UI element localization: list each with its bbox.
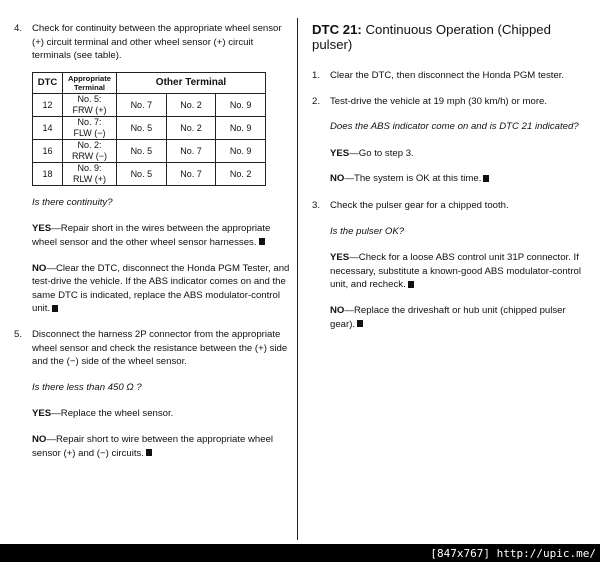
cell-appropriate [63,93,117,116]
step-2-number: 2. [312,95,321,107]
cell-other-3: No. 9 [216,139,266,162]
table-row [33,139,266,162]
cell-appropriate-signal: FLW (−) [73,127,106,138]
no-label: NO [330,173,345,185]
cell-other-2: No. 2 [166,116,216,139]
no-label: NO [32,433,47,445]
cell-appropriate [63,139,117,162]
step-5 [14,328,290,369]
step-1-number: 1. [312,70,321,81]
step-5-text: Disconnect the harness 2P connector from the appropriate wheel sensor and check the resistance between the (+) side and the (−) side of the wheel sensor. [32,328,288,368]
cell-other-1: No. 5 [117,162,167,185]
step-5-number: 5. [14,328,23,340]
step-3-no [330,304,588,331]
step-4-no [32,262,290,316]
step-3-yes-text: —Check for a loose ABS control unit 31P connector. If necessary, substitute a known-good ABS modulator-control unit, and recheck. [330,252,581,291]
cell-appropriate [63,162,117,185]
terminal-table [32,72,266,186]
end-mark-icon [259,238,265,245]
cell-dtc: 16 [33,139,63,162]
yes-label: YES [32,223,52,235]
cell-other-1: No. 5 [117,116,167,139]
column-divider [297,18,298,540]
step-5-yes-text: —Replace the wheel sensor. [51,408,174,420]
step-3-yes [330,251,588,292]
image-host-watermark: [847x767] http://upic.me/ [430,547,596,560]
step-4-yes [32,222,290,249]
cell-appropriate-terminal: No. 9: [77,163,102,174]
step-4-no-text: —Clear the DTC, disconnect the Honda PGM Tester, and test-drive the vehicle. If the ABS indicator comes on and the same DTC is indicated, replace the ABS modulator-control unit. [32,262,290,315]
step-4 [14,22,290,63]
cell-other-2: No. 2 [166,93,216,116]
cell-other-1: No. 7 [117,93,167,116]
cell-appropriate-terminal: No. 7: [77,117,102,128]
step-5-yes [32,407,290,421]
right-column [312,22,588,331]
cell-appropriate-signal: RLW (+) [72,173,107,184]
step-5-no [32,433,290,460]
step-2-yes-text: —Go to step 3. [349,147,414,159]
table-row [33,93,266,116]
cell-other-2: No. 7 [166,139,216,162]
cell-dtc: 14 [33,116,63,139]
cell-appropriate-terminal: No. 2: [77,140,102,151]
cell-appropriate-signal: RRW (−) [71,150,108,161]
cell-other-3: No. 2 [216,162,266,185]
cell-appropriate-signal: FRW (+) [72,104,107,115]
step-5-no-text: —Repair short to wire between the appropriate wheel sensor (+) and (−) circuits. [32,433,274,459]
header-dtc: DTC [33,72,63,93]
step-4-text: Check for continuity between the appropriate wheel sensor (+) circuit terminal and other wheel sensor (+) circuit terminals (see table). [32,23,282,62]
section-title-text: Continuous Operation (Chipped pulser) [312,22,551,52]
step-4-number: 4. [14,23,23,34]
section-title [312,22,588,52]
cell-dtc: 18 [33,162,63,185]
cell-other-2: No. 7 [166,162,216,185]
table-row [33,116,266,139]
step-2-no [330,172,588,186]
yes-label: YES [330,147,350,159]
step-2-no-text: —The system is OK at this time. [344,173,482,185]
yes-label: YES [32,408,52,420]
cell-other-3: No. 9 [216,116,266,139]
header-appropriate-terminal: Appropriate Terminal [63,72,117,93]
step-3-no-text: —Replace the driveshaft or hub unit (chipped pulser gear). [330,304,566,330]
table-row [33,162,266,185]
cell-dtc: 12 [33,93,63,116]
step-4-yes-text: —Repair short in the wires between the appropriate wheel sensor and the other wheel sensor harnesses. [32,223,271,248]
cell-other-1: No. 5 [117,139,167,162]
step-5-question: Is there less than 450 Ω ? [32,381,142,393]
no-label: NO [32,262,47,274]
table-header-row [33,72,266,93]
step-3-text: Check the pulser gear for a chipped tooth. [330,199,509,211]
step-2-text: Test-drive the vehicle at 19 mph (30 km/h) or more. [330,95,548,107]
header-other-terminal: Other Terminal [117,72,266,93]
end-mark-icon [483,175,489,182]
end-mark-icon [146,449,152,456]
step-2-yes [330,147,588,161]
step-2 [312,95,588,109]
cell-other-3: No. 9 [216,93,266,116]
left-column [14,22,290,460]
end-mark-icon [357,320,363,327]
end-mark-icon [52,305,58,312]
step-3-number: 3. [312,199,321,211]
step-1-text: Clear the DTC, then disconnect the Honda PGM tester. [330,70,565,81]
dtc-code: DTC 21: [312,22,362,37]
step-2-question: Does the ABS indicator come on and is DTC 21 indicated? [330,121,579,133]
step-3 [312,199,588,213]
no-label: NO [330,304,345,316]
step-4-question: Is there continuity? [32,196,113,208]
cell-appropriate-terminal: No. 5: [77,94,102,105]
step-1 [312,69,588,83]
step-3-question: Is the pulser OK? [330,225,405,237]
yes-label: YES [330,252,350,264]
end-mark-icon [408,281,414,288]
cell-appropriate [63,116,117,139]
